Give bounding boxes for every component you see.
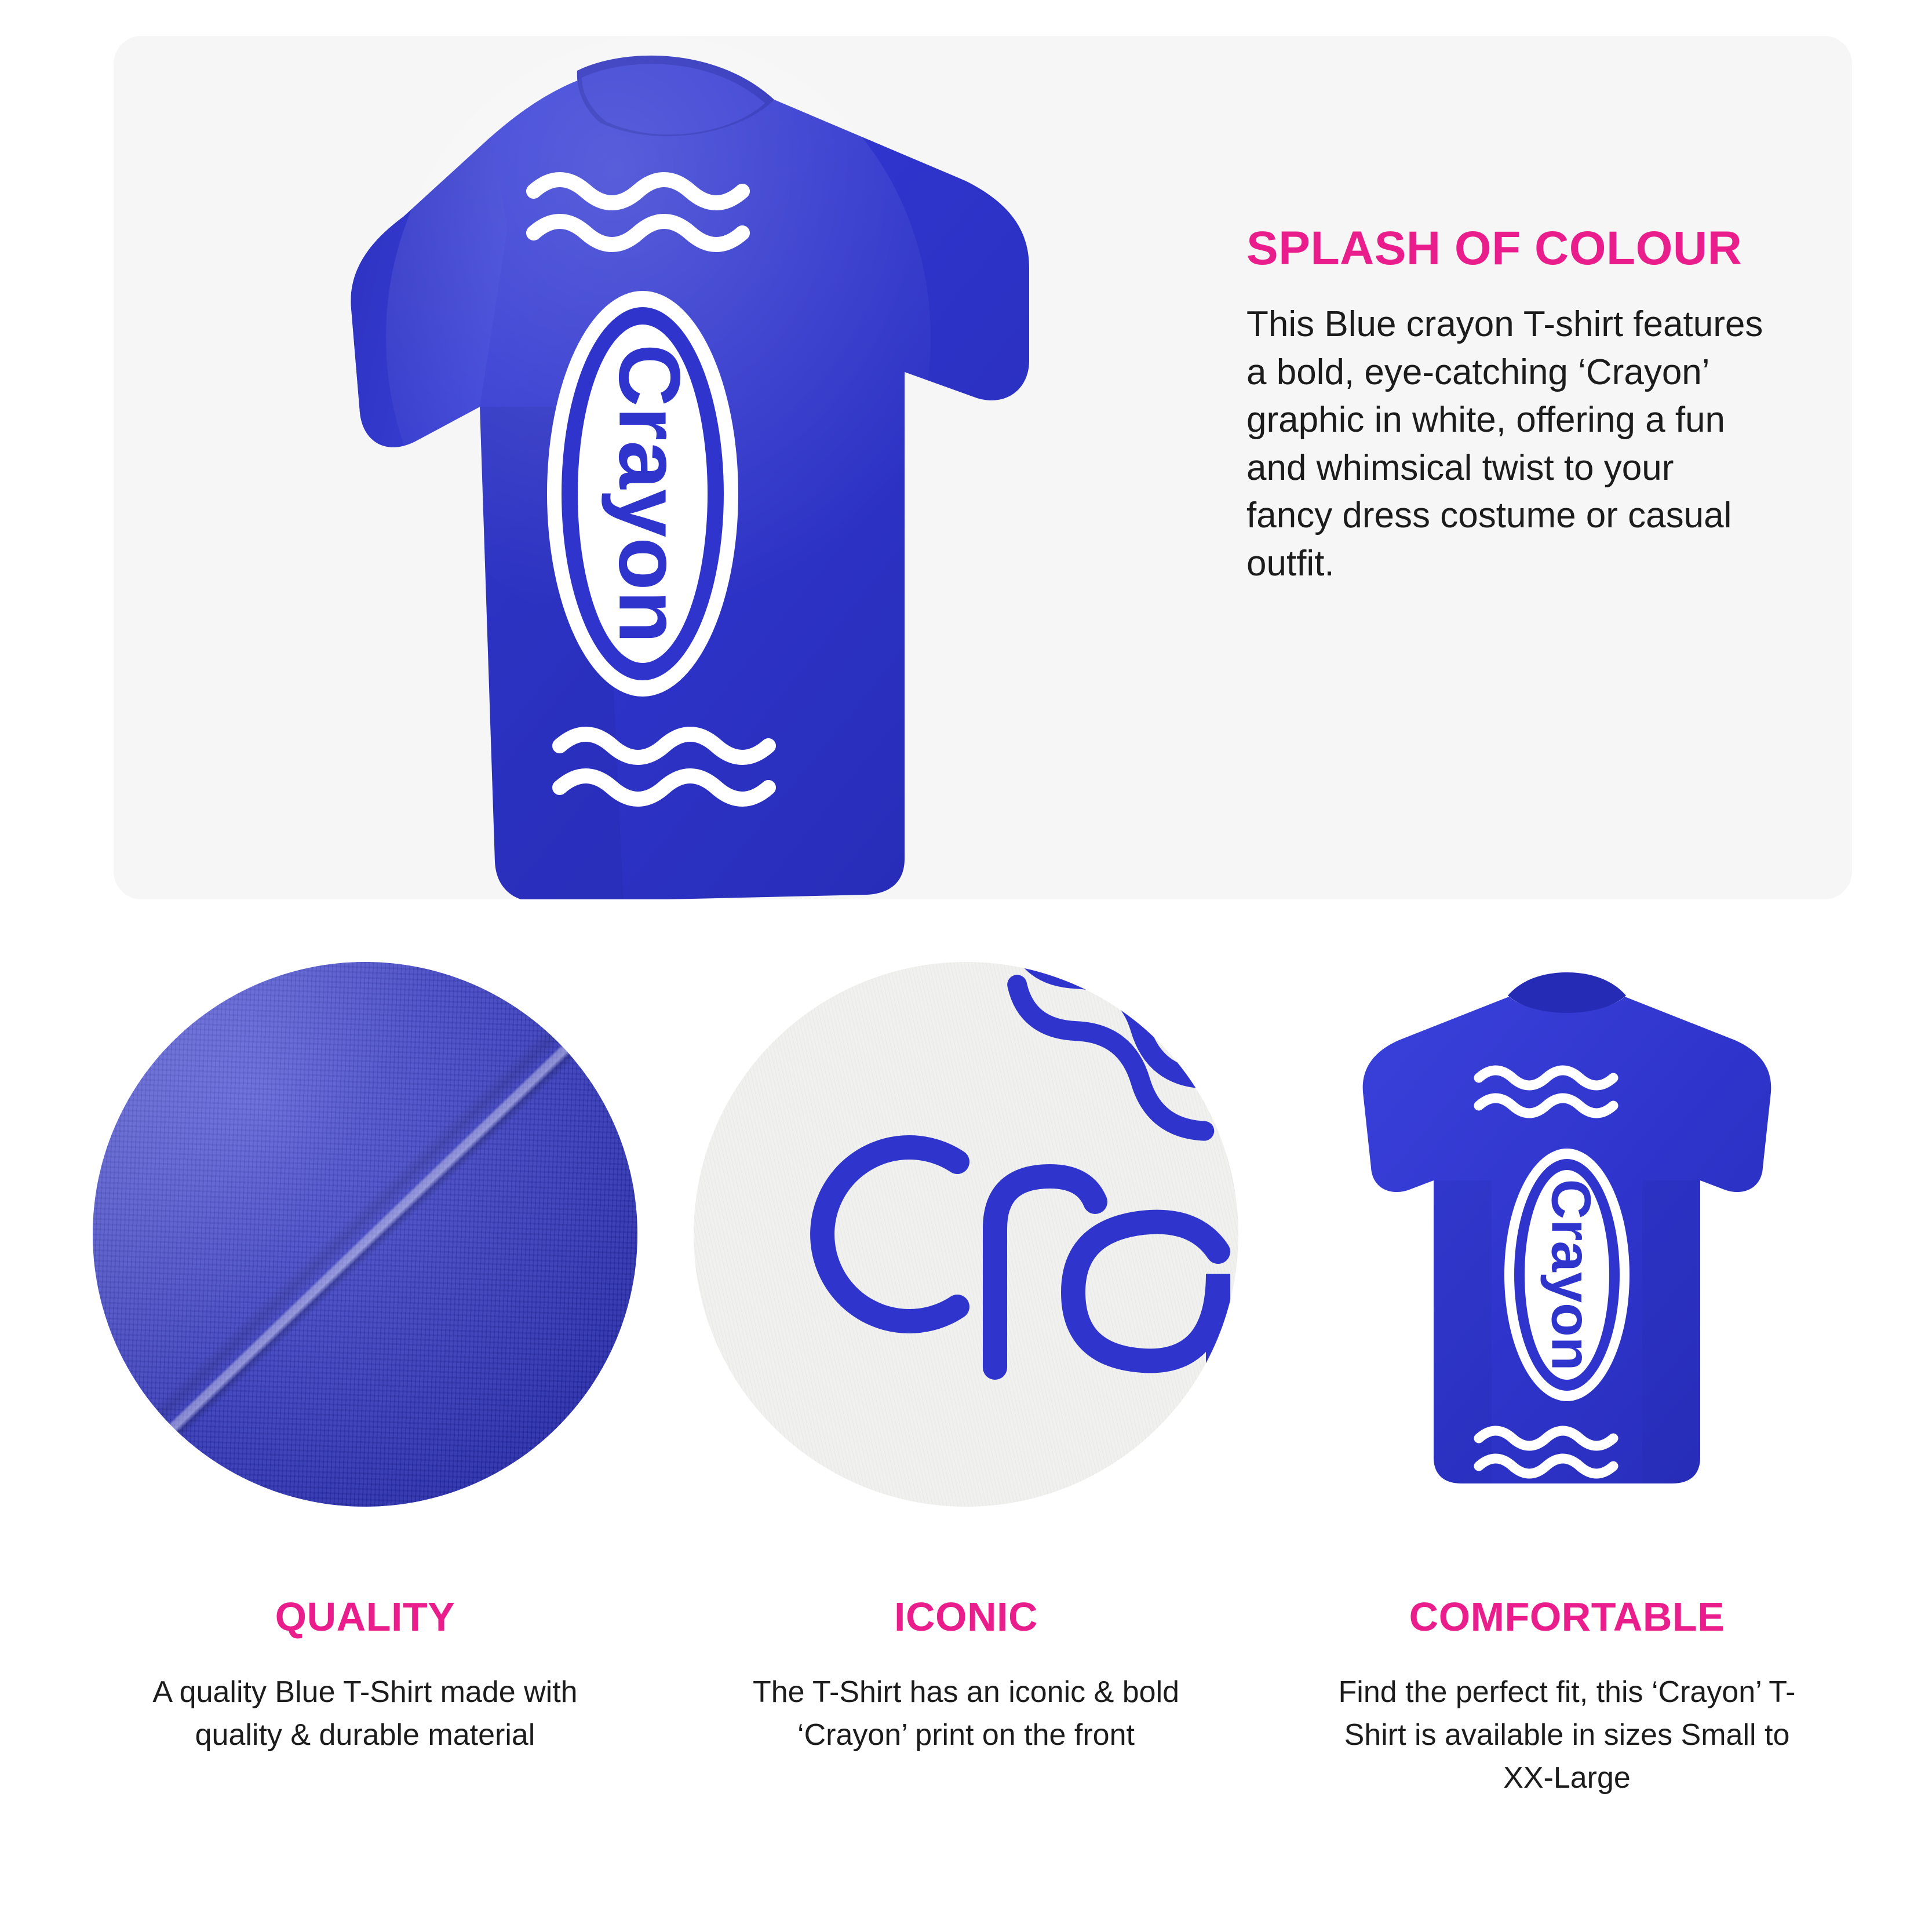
print-crayon-word: Crayon bbox=[601, 344, 699, 644]
feature-quality-desc: A quality Blue T-Shirt made with quality & durable material bbox=[152, 1675, 578, 1752]
feature-quality bbox=[75, 962, 655, 1889]
crayon-print-macro-image bbox=[694, 962, 1238, 1507]
feature-quality-title: QUALITY bbox=[275, 1594, 455, 1639]
feature-comfortable-desc: Find the perfect fit, this ‘Crayon’ T-Shirt is available in sizes Small to XX-Large bbox=[1338, 1675, 1796, 1795]
fabric-texture bbox=[93, 962, 637, 1507]
fabric-seam-line bbox=[93, 962, 637, 1507]
feature-iconic-title: ICONIC bbox=[894, 1594, 1038, 1639]
feature-comfortable-image-wrap bbox=[1295, 962, 1839, 1507]
feature-iconic bbox=[676, 962, 1256, 1889]
feature-quality-image-wrap bbox=[93, 962, 637, 1507]
hero-product-image bbox=[218, 36, 1122, 899]
feature-iconic-desc: The T-Shirt has an iconic & bold ‘Crayon’ print on the front bbox=[752, 1675, 1180, 1752]
hero-title: SPLASH OF COLOUR bbox=[1246, 222, 1743, 275]
tshirt-flat-illustration bbox=[1295, 962, 1839, 1507]
feature-comfortable bbox=[1277, 962, 1857, 1889]
flat-print-crayon-oval bbox=[1504, 1149, 1630, 1401]
flat-print-crayon-word: Crayon bbox=[1540, 1179, 1602, 1371]
print-crayon-oval bbox=[547, 291, 738, 697]
feature-row bbox=[0, 962, 1932, 1889]
feature-comfortable-title: COMFORTABLE bbox=[1409, 1594, 1725, 1639]
hero-panel bbox=[114, 36, 1852, 899]
macro-letters bbox=[822, 1147, 1218, 1378]
tshirt-angled-illustration bbox=[218, 36, 1122, 899]
macro-wave-stripes bbox=[1008, 962, 1213, 1142]
print-macro-illustration bbox=[694, 962, 1238, 1507]
feature-iconic-image-wrap bbox=[694, 962, 1238, 1507]
hero-description: This Blue crayon T-shirt features a bold, eye-catching ‘Crayon’ graphic in white, offering a fun and whimsical twist to your fancy dress costume or casual outfit. bbox=[1246, 304, 1763, 584]
print-macro-texture bbox=[694, 962, 1238, 1507]
hero-text-block bbox=[1246, 221, 1768, 588]
fabric-seam-closeup-image bbox=[93, 962, 637, 1507]
